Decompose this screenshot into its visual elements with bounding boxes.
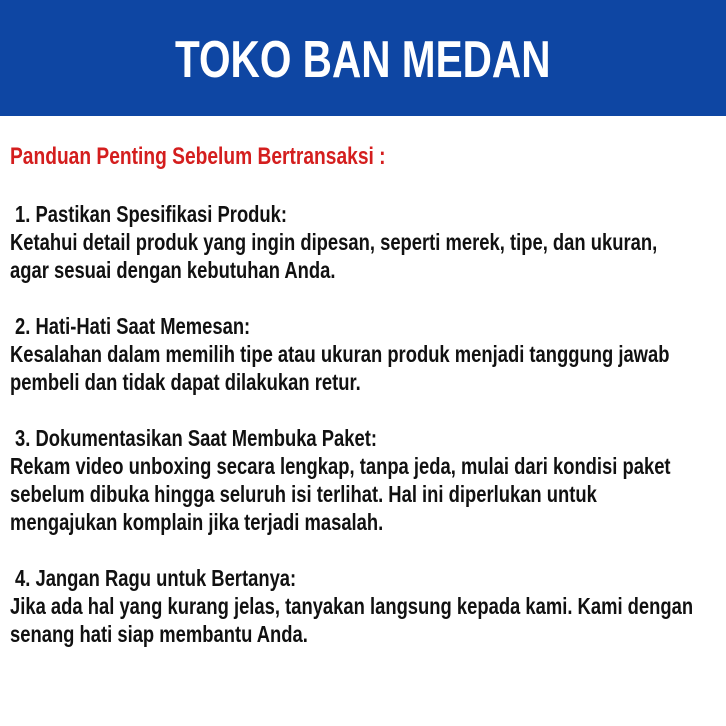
guide-item-heading-text: 2. Hati-Hati Saat Memesan: (15, 313, 251, 339)
guide-item-line-text: senang hati siap membantu Anda. (10, 621, 308, 647)
guide-item-heading-text: 1. Pastikan Spesifikasi Produk: (15, 201, 288, 227)
guide-item-heading (10, 312, 718, 340)
guide-item-line-text: sebelum dibuka hingga seluruh isi terlihat. Hal ini diperlukan untuk (10, 481, 597, 507)
guide-content (10, 142, 718, 648)
guide-item-line (10, 256, 718, 284)
guide-intro-text: Panduan Penting Sebelum Bertransaksi : (10, 143, 386, 170)
guide-item-line (10, 480, 718, 508)
guide-item-4 (10, 564, 718, 648)
guide-item-line-text: agar sesuai dengan kebutuhan Anda. (10, 257, 336, 283)
guide-item-line (10, 592, 718, 620)
guide-item-line (10, 620, 718, 648)
store-title: TOKO BAN MEDAN (175, 31, 551, 89)
guide-item-line (10, 452, 718, 480)
guide-item-heading (10, 564, 718, 592)
guide-item-line (10, 228, 718, 256)
guide-item-heading-text: 3. Dokumentasikan Saat Membuka Paket: (15, 425, 377, 451)
guide-intro (10, 142, 718, 172)
guide-item-line (10, 340, 718, 368)
guide-item-line-text: Rekam video unboxing secara lengkap, tanpa jeda, mulai dari kondisi paket (10, 453, 671, 479)
guide-item-2 (10, 312, 718, 396)
guide-item-line-text: Ketahui detail produk yang ingin dipesan, seperti merek, tipe, dan ukuran, (10, 229, 658, 255)
header-banner (0, 0, 726, 116)
guide-item-line (10, 508, 718, 536)
guide-item-line-text: Jika ada hal yang kurang jelas, tanyakan langsung kepada kami. Kami dengan (10, 593, 694, 619)
guide-item-line (10, 368, 718, 396)
guide-item-1 (10, 200, 718, 284)
guide-item-line-text: mengajukan komplain jika terjadi masalah. (10, 509, 384, 535)
guide-item-heading (10, 200, 718, 228)
guide-item-heading (10, 424, 718, 452)
guide-item-line-text: pembeli dan tidak dapat dilakukan retur. (10, 369, 361, 395)
guide-item-line-text: Kesalahan dalam memilih tipe atau ukuran produk menjadi tanggung jawab (10, 341, 670, 367)
guide-item-3 (10, 424, 718, 536)
guide-item-heading-text: 4. Jangan Ragu untuk Bertanya: (15, 565, 297, 591)
